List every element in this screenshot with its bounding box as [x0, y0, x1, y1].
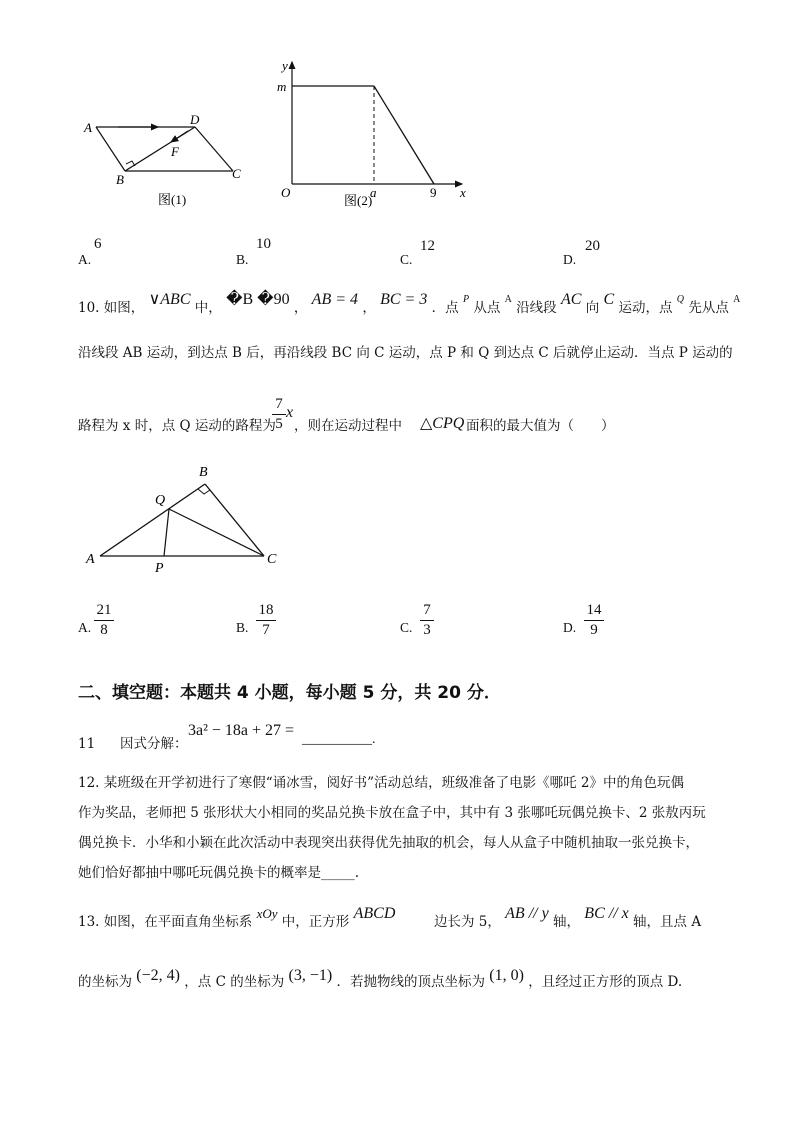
- fig2-label-y: y: [282, 58, 288, 73]
- fig2-label-x: x: [460, 185, 466, 200]
- q13-coord-a: (−2, 4): [136, 967, 180, 984]
- q13-text-d: 轴，: [553, 914, 580, 930]
- q10-option-d-frac: [584, 602, 604, 639]
- fig1-label-D: D: [190, 112, 200, 127]
- q10-fig-label-Q: Q: [155, 493, 166, 508]
- q10-line-3b: ，则在运动过程中: [294, 418, 402, 434]
- q11-blank: __________.: [302, 732, 376, 747]
- q13-text-c: 边长为 5，: [433, 914, 501, 930]
- q12-line-2: 作为奖品，老师把 5 张形状大小相同的奖品兑换卡放在盒子中，其中有 3 张哪吒玩偶兑换卡、2 张敖丙玩: [78, 805, 706, 821]
- fig1-label-F: F: [171, 144, 179, 159]
- q13-bc-parallel-x: BC // x: [584, 905, 629, 922]
- q13-xoy: xOy: [256, 906, 278, 921]
- q9-option-c-label: C.: [400, 252, 413, 267]
- q10-option-c-num: 7: [423, 602, 431, 618]
- q10-option-c-den: 3: [423, 622, 431, 638]
- q10-ab: AB = 4: [311, 291, 359, 308]
- q10-c: C: [603, 291, 615, 308]
- q10-frac-den: 5: [275, 416, 283, 432]
- q12-line-1: 12. 某班级在开学初进行了寒假“诵冰雪，阅好书”活动总结，班级准备了电影《哪吒 2》中的角色玩偶: [78, 775, 684, 791]
- q13-vertex: (1, 0): [489, 967, 524, 984]
- q13-text-g: ，点 C 的坐标为: [184, 974, 285, 990]
- q10-fig-label-B: B: [199, 465, 208, 480]
- q10-fig-label-P: P: [155, 561, 164, 576]
- q10-option-c-frac: [420, 602, 434, 639]
- q10-option-b-den: 7: [262, 622, 270, 638]
- q10-figure-triangle: [80, 458, 290, 578]
- q13-text-e: 轴，且点 A: [633, 914, 702, 930]
- q9-option-d-value: 20: [585, 238, 600, 254]
- fig1-label-C: C: [232, 166, 241, 181]
- fig2-label-a: a: [370, 185, 377, 200]
- q10-option-d-label: D.: [563, 620, 577, 635]
- q10-comma-2: ，: [362, 300, 376, 316]
- q10-option-c-label: C.: [400, 620, 413, 635]
- q9-option-d-label: D.: [563, 252, 577, 267]
- fig2-caption: 图(2): [344, 193, 373, 208]
- q11-expression: 3a² − 18a + 27 =: [188, 722, 295, 739]
- figure-1-parallelogram: [78, 108, 253, 208]
- q10-text-mid: 中，: [194, 300, 222, 316]
- q10-q: Q: [676, 294, 685, 305]
- q9-option-b-label: B.: [236, 252, 249, 267]
- q13-text-i: ，且经过正方形的顶点 D.: [528, 974, 683, 990]
- q10-first: 先从点: [688, 300, 729, 316]
- q10-option-a-label: A.: [78, 620, 92, 635]
- q13-text-a: 13. 如图，在平面直角坐标系: [78, 914, 253, 930]
- q10-line-2: 沿线段 AB 运动，到达点 B 后，再沿线段 BC 向 C 运动，点 P 和 Q 到达点 C 后就停止运动．当点 P 运动的: [78, 345, 733, 361]
- fig2-label-m: m: [277, 79, 287, 94]
- q10-p: P: [462, 294, 470, 305]
- q10-option-a-den: 8: [100, 622, 108, 638]
- fig1-caption: 图(1): [158, 192, 187, 207]
- q10-line-3c: 面积的最大值为（ ）: [466, 418, 615, 434]
- figure-2-graph: [272, 52, 482, 212]
- q10-bc: BC = 3: [380, 291, 428, 308]
- q10-angle: �B �90: [226, 291, 290, 308]
- fig2-label-9: 9: [430, 185, 437, 200]
- q10-option-a-num: 21: [96, 602, 112, 618]
- q10-triangle: ∨ABC: [148, 291, 191, 308]
- q10-frac-num: 7: [275, 396, 283, 412]
- q10-triangle-cpq: △CPQ: [420, 415, 465, 432]
- q10-ac: AC: [560, 291, 582, 308]
- q10-fraction: [272, 396, 286, 433]
- q9-option-b-value: 10: [256, 236, 271, 252]
- q10-a-small: A: [504, 294, 512, 305]
- q11-text: 因式分解：: [120, 736, 188, 752]
- q10-line-1: [78, 291, 741, 320]
- q10-line-3a: 路程为 x 时，点 Q 运动的路程为: [78, 418, 276, 434]
- q13-text-f: 的坐标为: [78, 974, 132, 990]
- q13-text-b: 中，正方形: [281, 914, 350, 930]
- q12-line-4: 她们恰好都抽中哪吒玩偶兑换卡的概率是_____.: [78, 865, 360, 881]
- fig1-label-A: A: [84, 120, 92, 135]
- q10-option-a-frac: [94, 602, 114, 639]
- q10-fig-label-A: A: [86, 552, 95, 567]
- fig1-label-B: B: [116, 172, 124, 187]
- q10-dot: ．点: [431, 300, 459, 316]
- q9-option-a-label: A.: [78, 252, 92, 267]
- q10-option-b-num: 18: [258, 602, 274, 618]
- q10-option-d-den: 9: [590, 622, 598, 638]
- q10-option-d-num: 14: [586, 602, 602, 618]
- q13-line-1: [78, 905, 702, 932]
- fig2-label-O: O: [281, 185, 291, 200]
- q10-a-small-2: A: [733, 294, 741, 305]
- q13-ab-parallel-y: AB // y: [505, 905, 549, 922]
- q13-text-h: ．若抛物线的顶点坐标为: [336, 974, 485, 990]
- q10-option-b-label: B.: [236, 620, 249, 635]
- q9-option-a-value: 6: [94, 236, 102, 252]
- q10-fig-label-C: C: [267, 552, 277, 567]
- section-2-heading: 二、填空题：本题共 4 小题，每小题 5 分，共 20 分．: [78, 683, 501, 703]
- q10-number: 10. 如图，: [78, 300, 145, 316]
- q10-to: 向: [585, 300, 600, 316]
- q10-frac-x: x: [286, 404, 294, 421]
- q13-line-2: [78, 967, 683, 992]
- q12-paragraph: [78, 768, 718, 888]
- q10-option-b-frac: [256, 602, 276, 639]
- q13-coord-c: (3, −1): [288, 967, 333, 984]
- q10-from: 从点: [473, 300, 501, 316]
- q10-comma-1: ，: [293, 300, 308, 316]
- q9-option-c-value: 12: [420, 238, 435, 254]
- q12-line-3: 偶兑换卡．小华和小颖在此次活动中表现突出获得优先抽取的机会，每人从盒子中随机抽取一张兑换卡，: [78, 835, 699, 851]
- q11-number: 11: [78, 736, 96, 752]
- q10-move: 运动，点: [618, 300, 673, 316]
- q10-along: 沿线段: [516, 300, 557, 316]
- q13-abcd: ABCD: [353, 905, 396, 922]
